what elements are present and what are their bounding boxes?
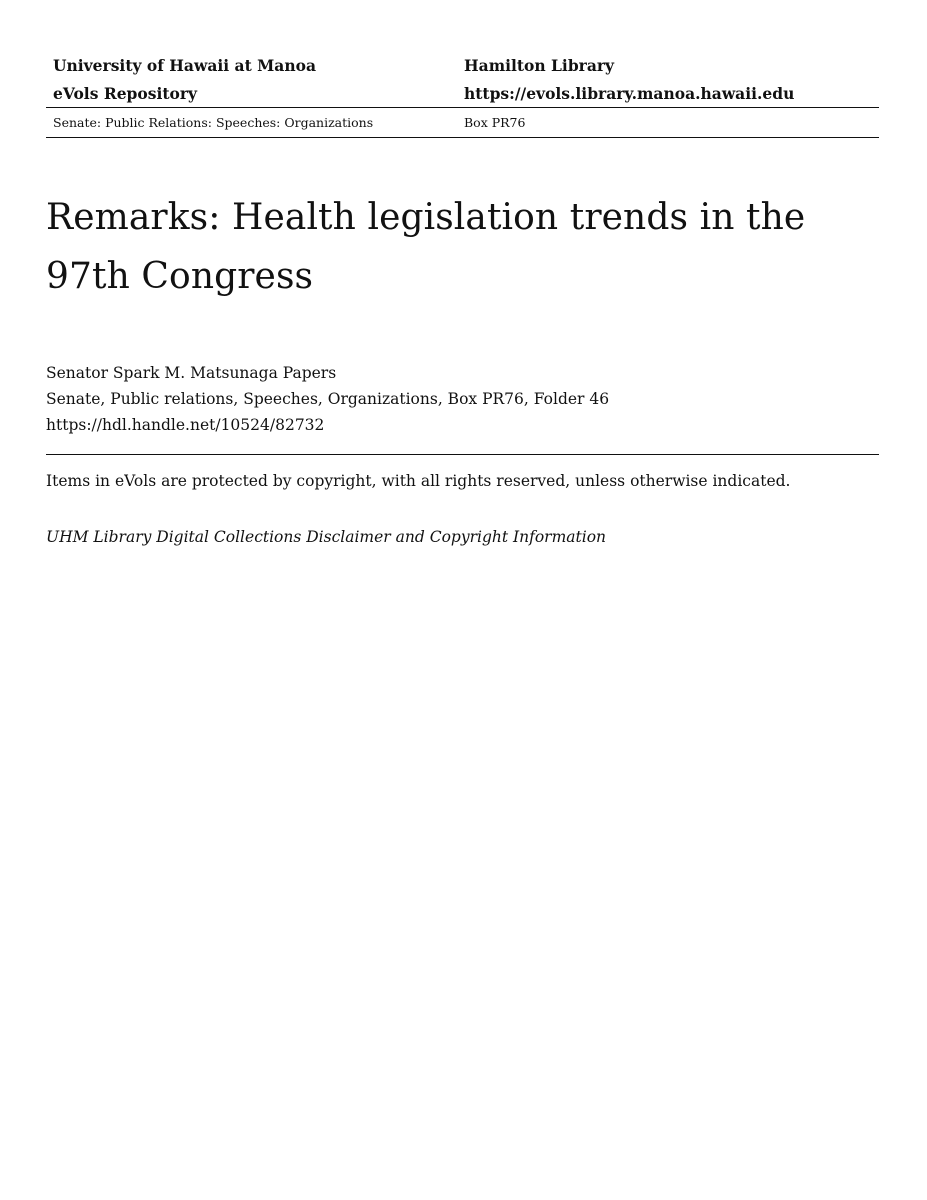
folder-location: Senate, Public relations, Speeches, Organizations, Box PR76, Folder 46 <box>46 390 610 408</box>
box-label: Box PR76 <box>464 115 526 130</box>
institution-name: University of Hawaii at Manoa <box>53 56 316 75</box>
document-title: Remarks: Health legislation trends in the 97th Congress <box>46 197 806 297</box>
copyright-notice: Items in eVols are protected by copyright, with all rights reserved, unless otherwise indicated. <box>46 472 791 490</box>
handle-link[interactable]: https://hdl.handle.net/10524/82732 <box>46 416 325 434</box>
divider <box>46 454 879 455</box>
header-table <box>46 52 879 138</box>
library-name: Hamilton Library <box>464 56 615 75</box>
disclaimer-link[interactable]: UHM Library Digital Collections Disclaimer and Copyright Information <box>46 528 607 546</box>
repository-url[interactable]: https://evols.library.manoa.hawaii.edu <box>464 84 795 103</box>
header-row-1 <box>46 52 879 80</box>
document-metadata <box>46 360 609 438</box>
header-row-2 <box>46 80 879 108</box>
header-row-3 <box>46 108 879 138</box>
series-path: Senate: Public Relations: Speeches: Organizations <box>53 115 374 130</box>
repository-name: eVols Repository <box>53 84 198 103</box>
collection-name: Senator Spark M. Matsunaga Papers <box>46 364 337 382</box>
